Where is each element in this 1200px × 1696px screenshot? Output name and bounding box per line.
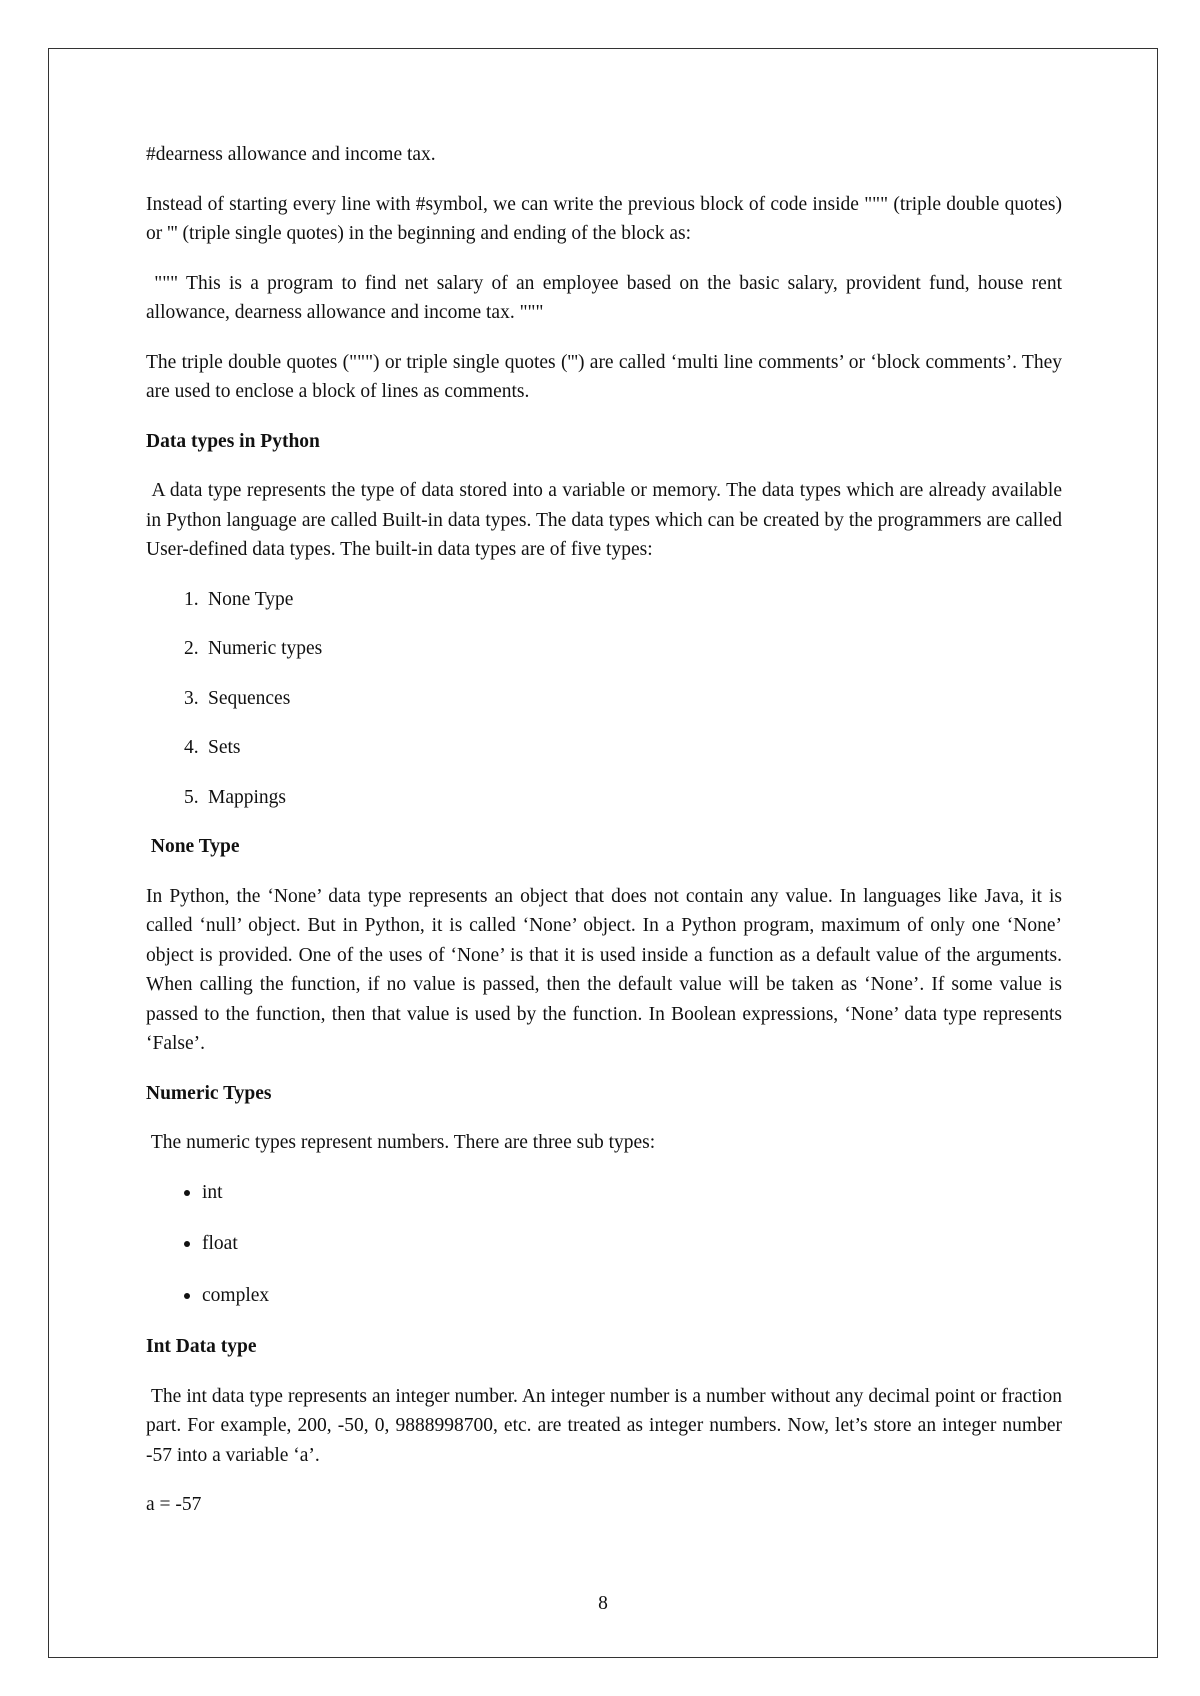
- list-item-label: Numeric types: [208, 638, 323, 659]
- list-item-number: 1.: [184, 588, 199, 610]
- list-item-label: complex: [202, 1284, 270, 1306]
- document-body: [146, 140, 1067, 1540]
- heading-numeric-types: Numeric Types: [146, 1082, 272, 1104]
- list-item: [184, 783, 1062, 813]
- paragraph-data-types: A data type represents the type of data stored into a variable or memory. The data types which are already available in Python language are called Built-in data types. The data types which can be created by the programmers are called User-defined data types. The built-in data types are of five types:: [146, 480, 1067, 560]
- heading-data-types: Data types in Python: [146, 430, 320, 452]
- bullet-icon: [184, 1293, 190, 1299]
- list-item: [184, 1229, 1062, 1259]
- paragraph-int-data-type: The int data type represents an integer number. An integer number is a number without any decimal point or fraction part. For example, 200, -50, 0, 9888998700, etc. are treated as integer numbers. Now, let’s store an integer number -57 into a variable ‘a’.: [146, 1385, 1067, 1466]
- paragraph-none-type: In Python, the ‘None’ data type represents an object that does not contain any value. In languages like Java, it is called ‘null’ object. But in Python, it is called ‘None’ object. In a Python program, maximum of only one ‘None’ object is provided. One of the uses of ‘None’ is that it is used inside a function as a default value of the arguments. When calling the function, if no value is passed, then the default value will be taken as ‘None’. If some value is passed to the function, then that value is used by the function. In Boolean expressions, ‘None’ data type represents ‘False’.: [146, 885, 1062, 1054]
- list-item: [184, 634, 1062, 664]
- heading-int-data-type: Int Data type: [146, 1336, 257, 1357]
- code-example: a = -57: [146, 1494, 202, 1515]
- list-item-label: int: [202, 1181, 223, 1203]
- paragraph-docstring-example: """ This is a program to find net salary of an employee based on the basic salary, provident fund, house rent allowance, dearness allowance and income tax. """: [146, 272, 1067, 323]
- paragraph-numeric-types: The numeric types represent numbers. There are three sub types:: [146, 1132, 656, 1153]
- list-item-label: None Type: [208, 588, 294, 610]
- list-item: [184, 585, 1062, 615]
- heading-none-type: None Type: [146, 836, 240, 857]
- page-number: 8: [598, 1593, 608, 1614]
- paragraph-multiline-comments: The triple double quotes (""") or triple single quotes (''') are called ‘multi line comments’ or ‘block comments’. They are used to enclose a block of lines as comments.: [146, 351, 1062, 402]
- list-item: [184, 1281, 1062, 1311]
- list-item-number: 2.: [184, 638, 199, 659]
- bullet-icon: [184, 1241, 190, 1247]
- paragraph-comment-line: #dearness allowance and income tax.: [146, 144, 436, 165]
- list-item: [184, 684, 1062, 714]
- list-item: [184, 1178, 1062, 1208]
- list-item-label: Sequences: [208, 687, 291, 709]
- numeric-subtypes-list: [146, 1178, 1062, 1311]
- list-item: [184, 733, 1062, 763]
- list-item-number: 4.: [184, 737, 199, 758]
- list-item-number: 5.: [184, 786, 199, 808]
- list-item-label: Sets: [208, 737, 241, 758]
- list-item-label: float: [202, 1233, 238, 1254]
- list-item-label: Mappings: [208, 786, 286, 808]
- bullet-icon: [184, 1190, 190, 1196]
- paragraph-block-comment-intro: Instead of starting every line with #symbol, we can write the previous block of code inside """ (triple double quotes) or ''' (triple single quotes) in the beginning and ending of the block as:: [146, 193, 1062, 244]
- list-item-number: 3.: [184, 687, 199, 709]
- data-types-list: [146, 585, 1062, 813]
